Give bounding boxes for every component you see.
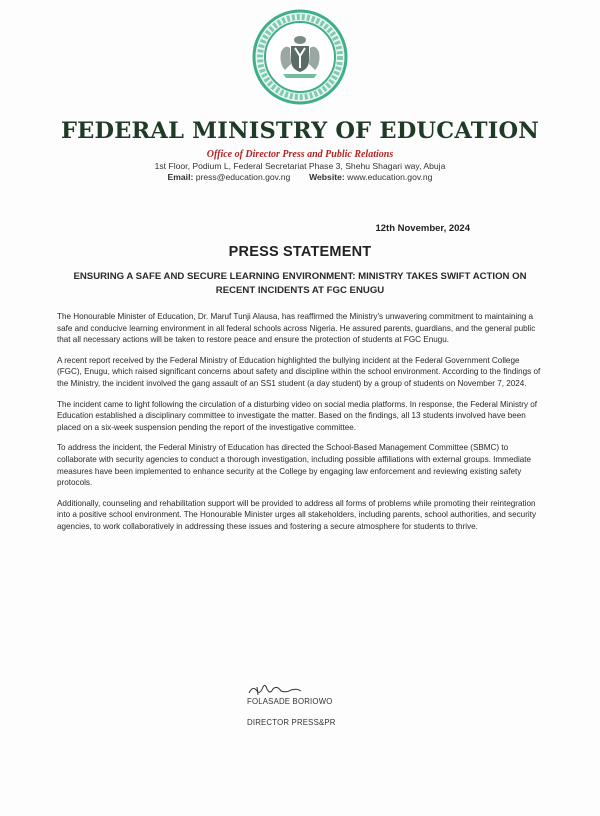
statement-body — [57, 311, 543, 542]
paragraph: The Honourable Minister of Education, Dr. Maruf Tunji Alausa, has reaffirmed the Ministry's unwavering commitment to maintaining a safe and conducive learning environment in all federal schools across Nigeria. He assured parents, guardians, and the general public that all necessary actions will be taken to restore peace and ensure the protection of students at FGC Enugu. — [57, 312, 536, 345]
website-link[interactable]: www.education.gov.ng — [347, 172, 433, 182]
office-address: 1st Floor, Podium L, Federal Secretariat Phase 3, Shehu Shagari way, Abuja — [154, 161, 446, 171]
document-title: PRESS STATEMENT — [228, 244, 372, 260]
signatory-name: FOLASADE BORIOWO — [247, 697, 333, 706]
paragraph: To address the incident, the Federal Ministry of Education has directed the School-Based Management Committee (SBMC) to collaborate with security agencies to conduct a thorough investigation, including possible affiliations with external groups. Immediate measures have been implemented to enhance security at the College by engaging law enforcement and reviewing existing safety protocols. — [57, 443, 532, 488]
signatory-title: DIRECTOR PRESS&PR — [247, 718, 336, 727]
email-link[interactable]: press@education.gov.ng — [195, 172, 291, 182]
website-label: Website: — [309, 172, 345, 182]
statement-date: 12th November, 2024 — [375, 223, 470, 234]
contact-line — [0, 172, 600, 182]
ministry-title: FEDERAL MINISTRY OF EDUCATION — [60, 118, 540, 144]
headline: ENSURING A SAFE AND SECURE LEARNING ENVIRONMENT: MINISTRY TAKES SWIFT ACTION ON RECENT INCIDENTS AT FGC ENUGU — [73, 271, 527, 296]
paragraph: A recent report received by the Federal Ministry of Education highlighted the bullying incident at the Federal Government College (FGC), Enugu, which raised significant concerns about safety and discipline within the school environment. According to the findings of the Ministry, the incident involved the gang assault of an SS1 student (a day student) by a group of students on November 7, 2024. — [57, 355, 541, 388]
paragraph: Additionally, counseling and rehabilitation support will be provided to address all forms of problems while promoting their reintegration into a positive school environment. The Honourable Minister urges all stakeholders, including parents, school authorities, and security agencies, to work collaboratively in addressing these issues and fostering a secure atmosphere for students to thrive. — [57, 498, 537, 531]
coat-of-arms-seal-icon — [251, 8, 349, 106]
handwritten-signature-icon — [247, 683, 367, 697]
paragraph: The incident came to light following the circulation of a disturbing video on social media platforms. In response, the Federal Ministry of Education established a disciplinary committee to investigate the matter. Based on the findings, all 13 students involved have been placed on a six-week suspension pending the report of the investigative committee. — [57, 399, 538, 432]
email-label: Email: — [167, 172, 194, 182]
office-subtitle: Office of Director Press and Public Relations — [206, 149, 394, 160]
